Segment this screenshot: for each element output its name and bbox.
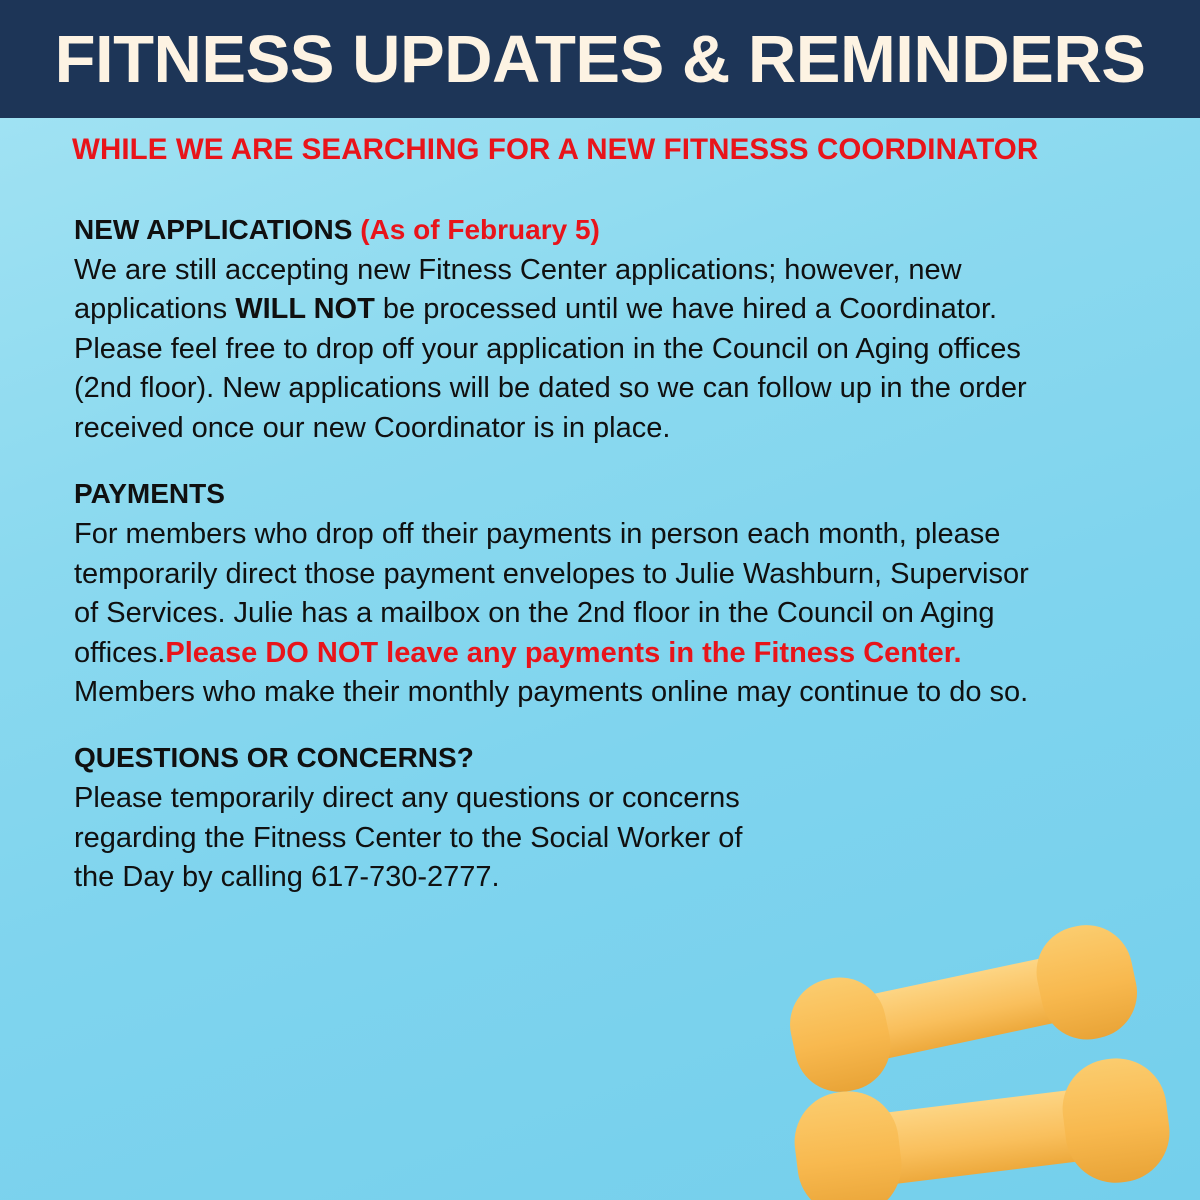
- section-heading: [74, 740, 1049, 775]
- body-part: For members who drop off their payments in person each month, please temporarily direct those payment envelopes to Julie Washburn, Supervisor of Services. Julie has a mailbox on the 2nd floor in the Council on Aging offices.: [74, 518, 1029, 669]
- body-part: Please temporarily direct any questions or concerns regarding the Fitness Center to the Social Worker of the Day by calling 617-730-2777.: [74, 782, 743, 894]
- section-heading: [74, 212, 1049, 247]
- section-heading-text: PAYMENTS: [74, 478, 225, 510]
- dumbbell-illustration-icon: [690, 878, 1200, 1200]
- subtitle: WHILE WE ARE SEARCHING FOR A NEW FITNESSS COORDINATOR: [72, 133, 1039, 166]
- content-body: [74, 212, 1049, 926]
- section-new-applications: [74, 212, 1049, 448]
- body-part-warning: Please DO NOT leave any payments in the Fitness Center.: [165, 636, 962, 669]
- section-body: [74, 251, 1049, 448]
- section-heading-note: (As of February 5): [360, 214, 600, 245]
- section-heading-text: NEW APPLICATIONS: [74, 214, 353, 245]
- body-part-bold: WILL NOT: [235, 293, 375, 326]
- section-body: [74, 515, 1049, 712]
- section-heading: [74, 476, 1049, 511]
- header-bar: [0, 0, 1200, 118]
- page-title: FITNESS UPDATES & REMINDERS: [54, 21, 1146, 97]
- body-part: We are still accepting new Fitness Center applications; however, new applications: [74, 254, 962, 326]
- section-payments: [74, 476, 1049, 712]
- section-body: [74, 779, 774, 897]
- section-heading-text: QUESTIONS OR CONCERNS?: [74, 742, 474, 774]
- body-part: be processed until we have hired a Coordinator. Please feel free to drop off your application in the Council on Aging offices (2nd floor). New applications will be dated so we can follow up in the order received once our new Coordinator is in place.: [74, 293, 1027, 444]
- section-questions: [74, 740, 1049, 897]
- body-part: Members who make their monthly payments online may continue to do so.: [74, 675, 1029, 708]
